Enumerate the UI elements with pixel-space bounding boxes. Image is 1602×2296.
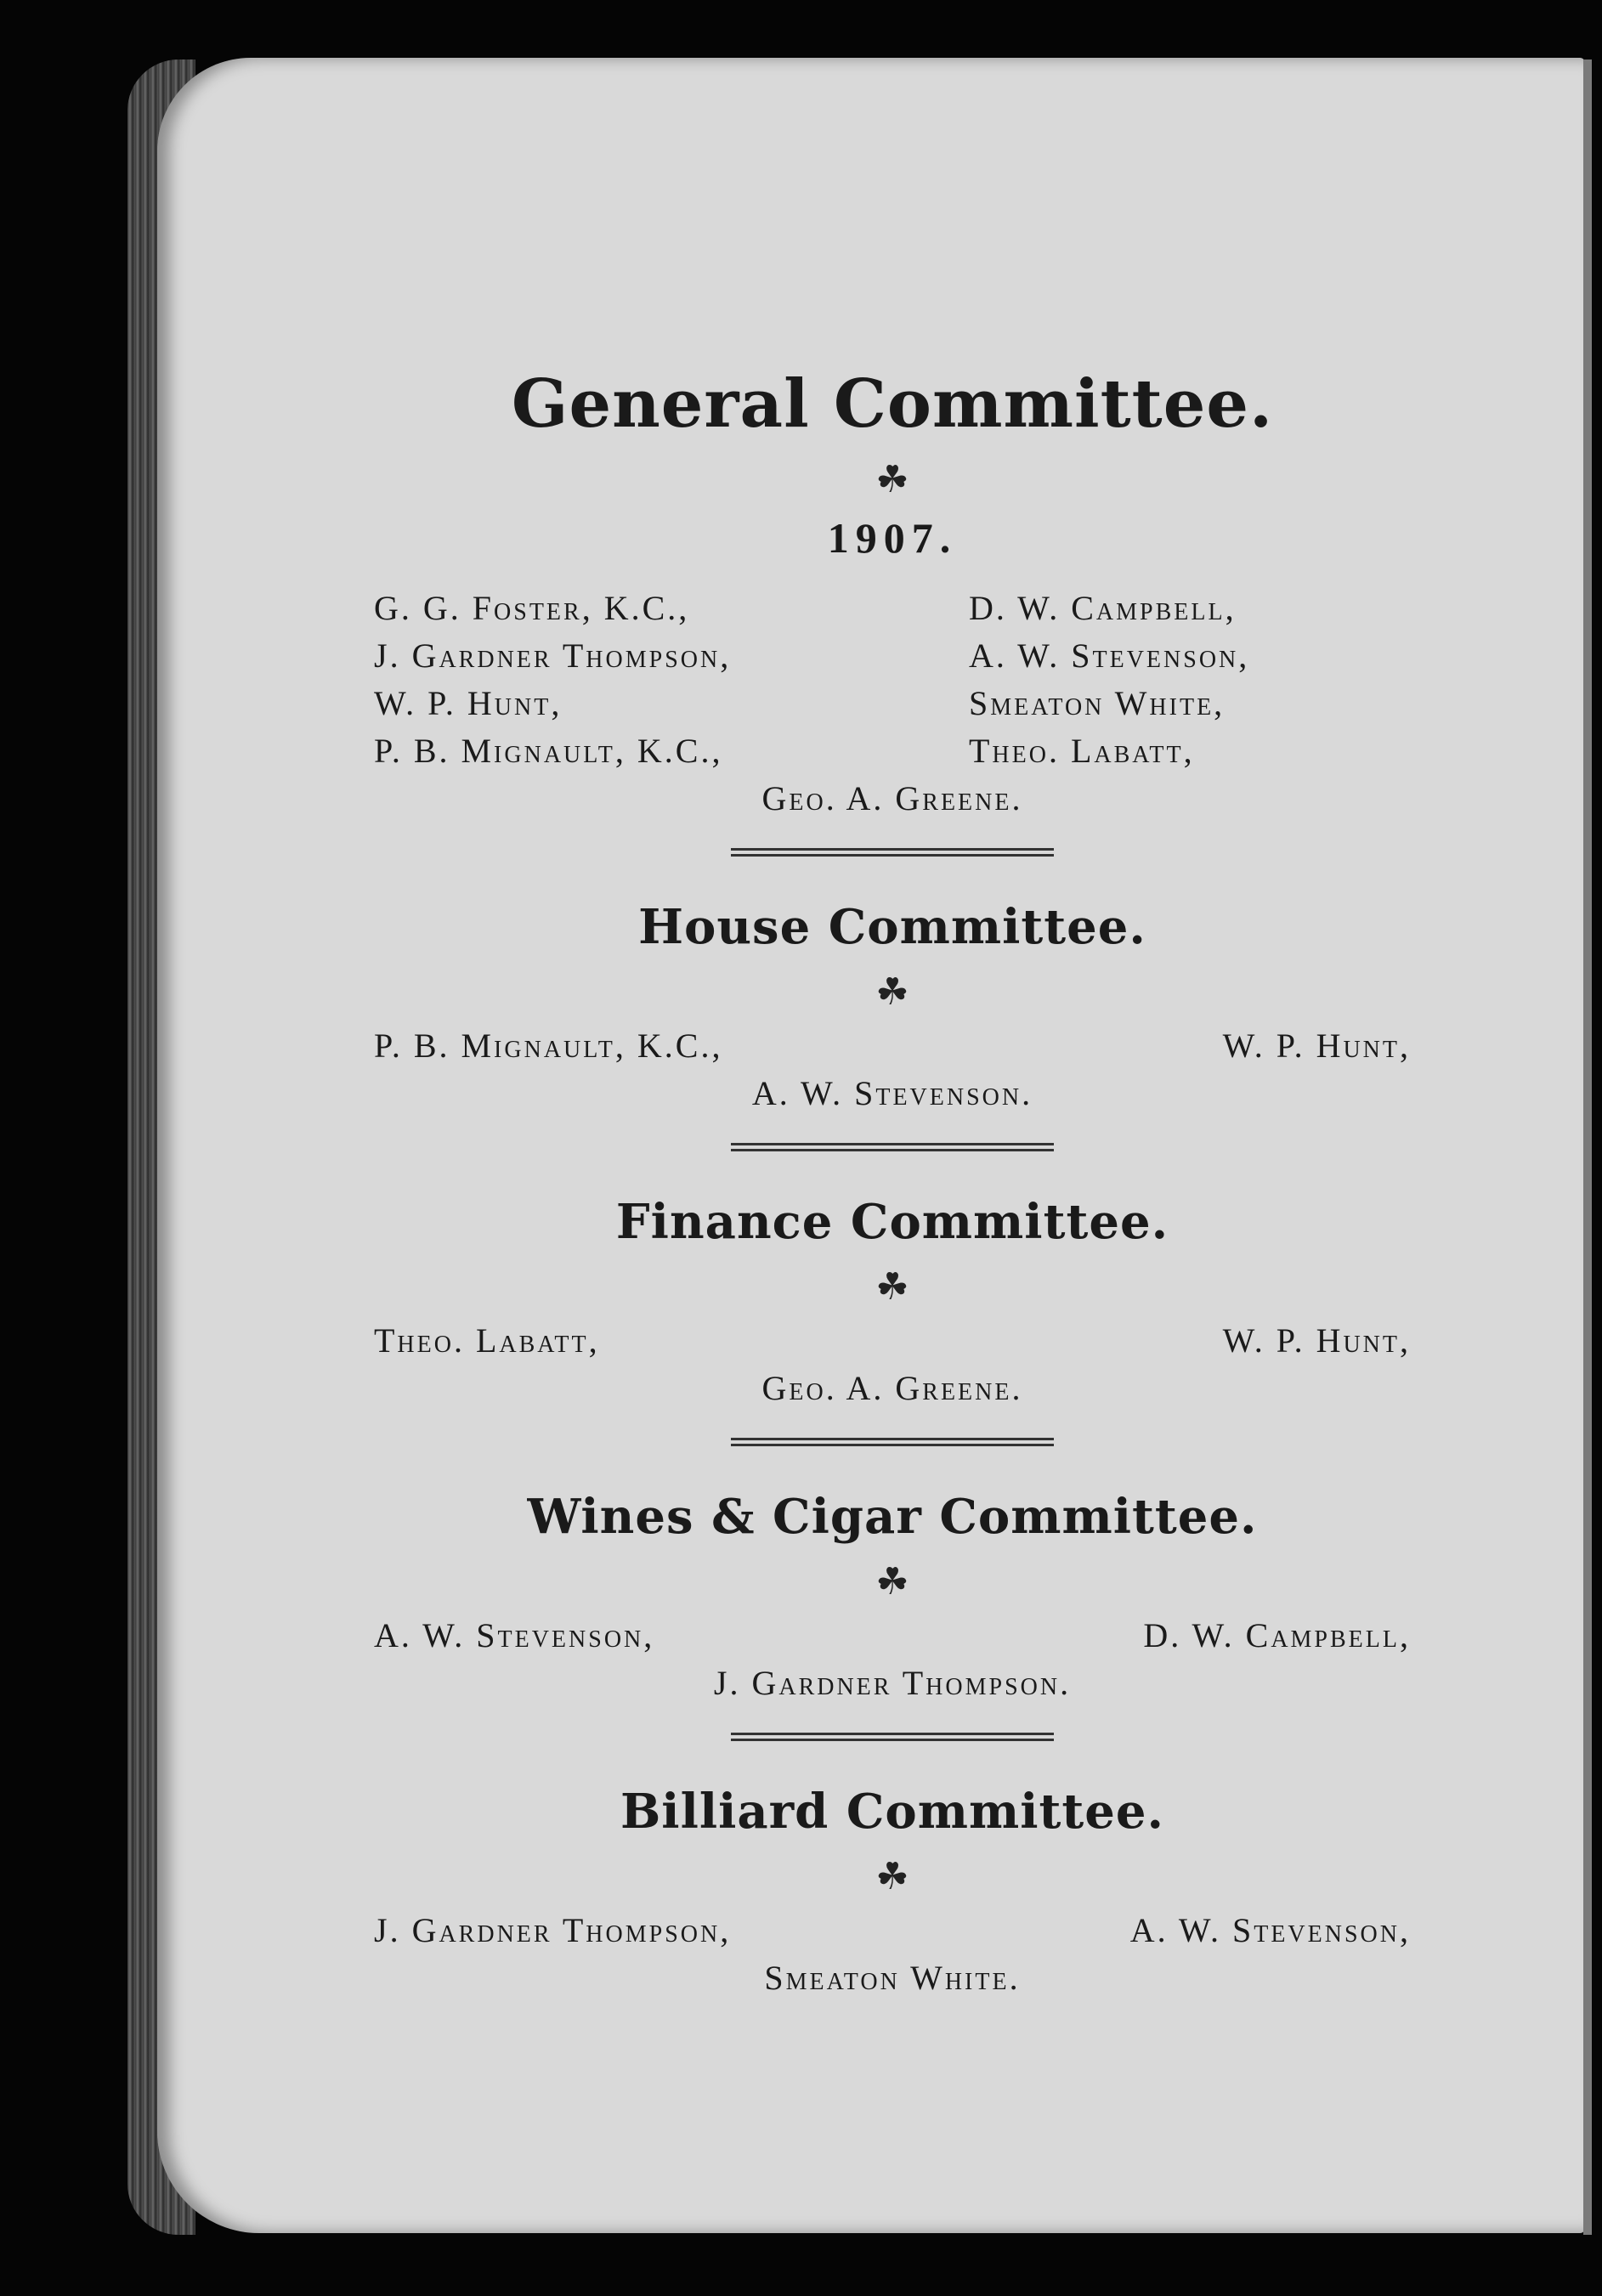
member-name: A. W. Stevenson,: [1129, 1911, 1411, 1949]
house-committee-title: House Committee.: [638, 899, 1146, 955]
member-name: P. B. Mignault, K.C.,: [374, 1026, 723, 1065]
member-name: J. Gardner Thompson.: [713, 1664, 1072, 1702]
member-name: W. P. Hunt,: [1222, 1321, 1411, 1360]
general-committee-section: [374, 365, 1411, 823]
member-name: A. W. Stevenson,: [969, 636, 1250, 675]
fleuron-icon: ☘: [875, 970, 909, 1014]
page-content: [374, 340, 1411, 2002]
name-row: [374, 727, 1411, 775]
name-row: [374, 1612, 1411, 1660]
member-name: Geo. A. Greene.: [761, 779, 1023, 817]
name-row: [374, 1907, 1411, 1954]
member-name: D. W. Campbell,: [969, 589, 1237, 627]
member-name: P. B. Mignault, K.C.,: [374, 732, 723, 770]
member-name: Geo. A. Greene.: [761, 1369, 1023, 1407]
house-committee-names: [374, 1022, 1411, 1117]
name-row: [374, 1022, 1411, 1070]
name-row: [374, 585, 1411, 632]
billiard-committee-section: [374, 1784, 1411, 2002]
member-name: A. W. Stevenson,: [374, 1616, 655, 1654]
general-committee-title: General Committee.: [511, 365, 1274, 443]
member-name: Theo. Labatt,: [374, 1321, 600, 1360]
name-row: [374, 632, 1411, 680]
section-divider: [731, 1733, 1054, 1741]
wines-committee-section: [374, 1489, 1411, 1707]
member-name: A. W. Stevenson.: [751, 1074, 1033, 1112]
section-divider: [731, 848, 1054, 857]
member-name: Smeaton White,: [969, 684, 1226, 722]
finance-committee-title: Finance Committee.: [615, 1194, 1169, 1250]
member-name: Smeaton White.: [764, 1959, 1021, 1997]
section-divider: [731, 1438, 1054, 1446]
general-committee-names: [374, 585, 1411, 823]
committee-year: 1907.: [827, 514, 958, 562]
fleuron-icon: ☘: [875, 1560, 909, 1603]
member-name: G. G. Foster, K.C.,: [374, 589, 690, 627]
billiard-committee-title: Billiard Committee.: [620, 1784, 1165, 1840]
finance-committee-names: [374, 1317, 1411, 1412]
billiard-committee-names: [374, 1907, 1411, 2002]
member-name: J. Gardner Thompson,: [374, 1911, 732, 1949]
member-name: J. Gardner Thompson,: [374, 636, 732, 675]
name-row: [374, 1317, 1411, 1365]
finance-committee-section: [374, 1194, 1411, 1412]
wines-committee-title: Wines & Cigar Committee.: [527, 1489, 1258, 1545]
wines-committee-names: [374, 1612, 1411, 1707]
fleuron-icon: ☘: [875, 458, 909, 501]
house-committee-section: [374, 899, 1411, 1117]
member-name: Theo. Labatt,: [969, 732, 1195, 770]
fleuron-icon: ☘: [875, 1855, 909, 1898]
member-name: W. P. Hunt,: [374, 684, 563, 722]
page-right-edge: [1583, 59, 1592, 2235]
fleuron-icon: ☘: [875, 1265, 909, 1309]
section-divider: [731, 1143, 1054, 1151]
member-name: W. P. Hunt,: [1222, 1026, 1411, 1065]
name-row: [374, 680, 1411, 727]
member-name: D. W. Campbell,: [1143, 1616, 1411, 1654]
